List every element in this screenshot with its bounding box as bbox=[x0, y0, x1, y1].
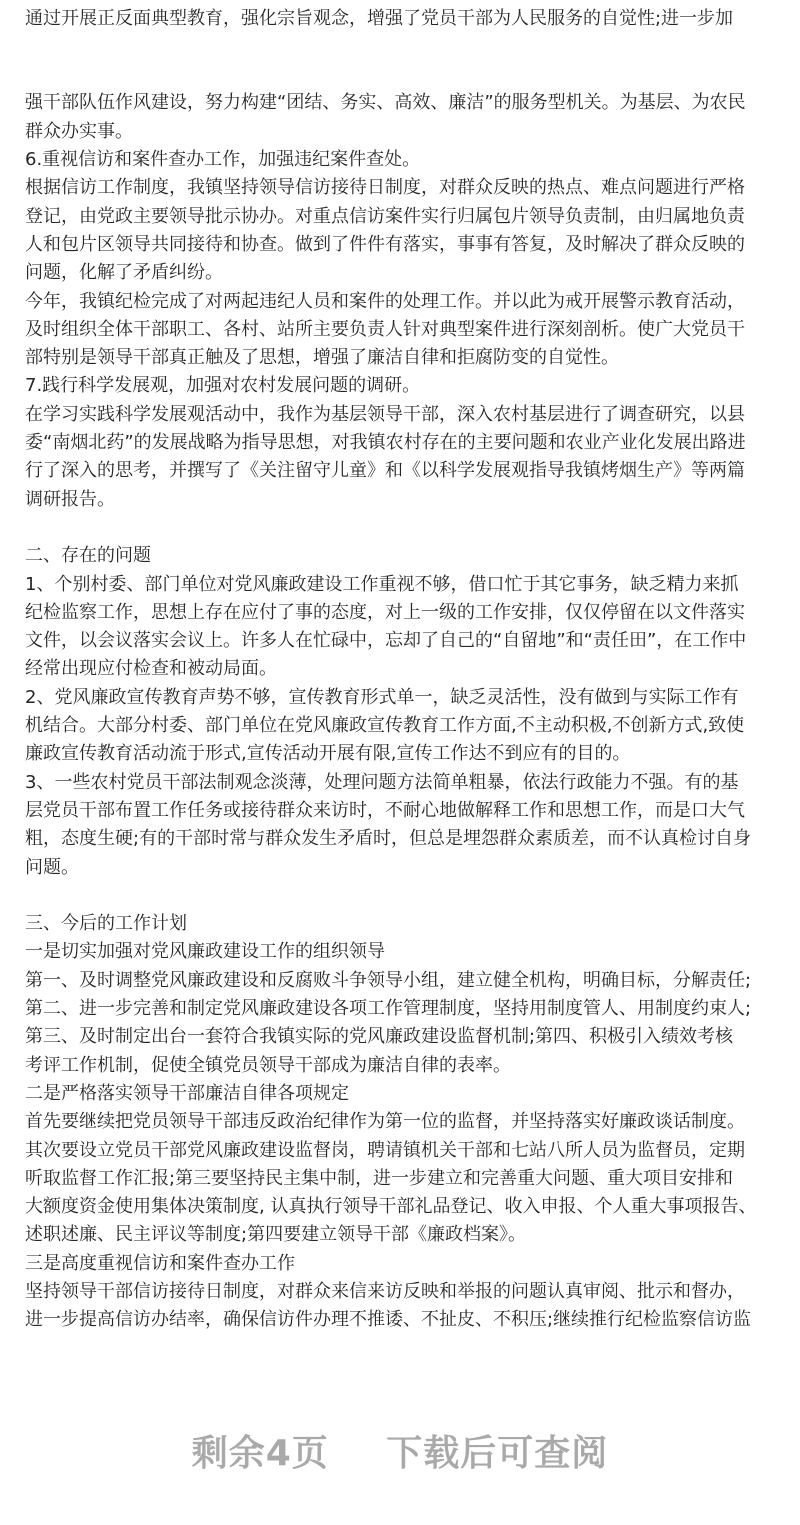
text-line: 文件，以会议落实会议上。许多人在忙碌中，忘却了自己的“自留地”和“责任田”，在工作中 bbox=[25, 630, 747, 652]
remaining-pages-text: 剩余4页 bbox=[191, 1433, 329, 1474]
text-line: 第二、进一步完善和制定党风廉政建设各项工作管理制度，坚持用制度管人、用制度约束人; bbox=[25, 998, 752, 1019]
text-line: 在学习实践科学发展观活动中，我作为基层领导干部，深入农村基层进行了调查研究，以县 bbox=[25, 403, 745, 425]
text-line: 群众办实事。 bbox=[25, 120, 133, 142]
text-line: 3、一些农村党员干部法制观念淡薄，处理问题方法简单粗暴，依法行政能力不强。有的基 bbox=[25, 771, 739, 793]
text-line: 根据信访工作制度，我镇坚持领导信访接待日制度，对群众反映的热点、难点问题进行严格 bbox=[25, 177, 745, 199]
text-line: 纪检监察工作，思想上存在应付了事的态度，对上一级的工作安排，仅仅停留在以文件落实 bbox=[25, 601, 745, 623]
text-line: 部特别是领导干部真正触及了思想，增强了廉洁自律和拒腐防变的自觉性。 bbox=[25, 347, 619, 369]
text-line: 问题，化解了矛盾纠纷。 bbox=[25, 262, 223, 284]
text-line: 二是严格落实领导干部廉洁自律各项规定 bbox=[25, 1082, 349, 1104]
text-line: 6.重视信访和案件查办工作，加强违纪案件查处。 bbox=[25, 149, 421, 170]
text-line: 问题。 bbox=[25, 856, 79, 878]
text-line: 调研报告。 bbox=[25, 488, 115, 510]
text-line: 廉政宣传教育活动流于形式,宣传活动开展有限,宣传工作达不到应有的目的。 bbox=[25, 743, 631, 765]
text-line: 坚持领导干部信访接待日制度，对群众来信来访反映和举报的问题认真审阅、批示和督办， bbox=[25, 1281, 745, 1302]
text-line: 及时组织全体干部职工、各村、站所主要负责人针对典型案件进行深刻剖析。使广大党员干 bbox=[25, 318, 745, 340]
text-line: 第一、及时调整党风廉政建设和反腐败斗争领导小组，建立健全机构，明确目标，分解责任; bbox=[25, 969, 752, 991]
text-line: 行了深入的思考，并撰写了《关注留守儿童》和《以科学发展观指导我镇烤烟生产》等两篇 bbox=[25, 460, 745, 482]
text-line: 听取监督工作汇报;第三要坚持民主集中制，进一步建立和完善重大问题、重大项目安排和 bbox=[25, 1167, 734, 1189]
text-line: 层党员干部布置工作任务或接待群众来访时，不耐心地做解释工作和思想工作，而是口大气 bbox=[25, 799, 745, 821]
text-line: 1、个别村委、部门单位对党风廉政建设工作重视不够，借口忙于其它事务，缺乏精力来抓 bbox=[25, 573, 739, 595]
text-line: 首先要继续把党员领导干部违反政治纪律作为第一位的监督，并坚持落实好廉政谈话制度。 bbox=[25, 1111, 745, 1133]
text-line: 述职述廉、民主评议等制度;第四要建立领导干部《廉政档案》。 bbox=[25, 1224, 527, 1246]
text-line: 一是切实加强对党风廉政建设工作的组织领导 bbox=[25, 941, 385, 963]
text-line: 第三、及时制定出台一套符合我镇实际的党风廉政建设监督机制;第四、积极引入绩效考核 bbox=[25, 1026, 734, 1048]
text-line: 三是高度重视信访和案件查办工作 bbox=[25, 1252, 295, 1274]
text-line: 2、党风廉政宣传教育声势不够，宣传教育形式单一，缺乏灵活性，没有做到与实际工作有 bbox=[25, 686, 739, 708]
text-line: 通过开展正反面典型教育，强化宗旨观念，增强了党员干部为人民服务的自觉性;进一步加 bbox=[25, 7, 734, 29]
text-line: 人和包片区领导共同接待和协查。做到了件件有落实，事事有答复，及时解决了群众反映的 bbox=[25, 233, 745, 255]
text-line: 机结合。大部分村委、部门单位在党风廉政宣传教育工作方面,不主动积极,不创新方式,致使 bbox=[25, 715, 745, 736]
text-line: 其次要设立党员干部党风廉政建设监督岗，聘请镇机关干部和七站八所人员为监督员，定期 bbox=[25, 1139, 745, 1161]
download-to-read-text[interactable]: 下载后可查阅 bbox=[386, 1433, 609, 1474]
text-line: 委“南烟北药”的发展战略为指导思想，对我镇农村存在的主要问题和农业产业化发展出路进 bbox=[25, 432, 746, 453]
text-line: 7.践行科学发展观，加强对农村发展问题的调研。 bbox=[25, 375, 421, 397]
text-line: 考评工作机制，促使全镇党员领导干部成为廉洁自律的表率。 bbox=[25, 1054, 511, 1076]
text-line: 登记，由党政主要领导批示协办。对重点信访案件实行归属包片领导负责制，由归属地负责 bbox=[25, 205, 745, 227]
text-line: 今年，我镇纪检完成了对两起违纪人员和案件的处理工作。并以此为戒开展警示教育活动， bbox=[25, 290, 745, 312]
text-line: 进一步提高信访办结率，确保信访件办理不推诿、不扯皮、不积压;继续推行纪检监察信访监 bbox=[25, 1309, 752, 1331]
text-line: 经常出现应付检查和被动局面。 bbox=[25, 658, 277, 680]
text-line: 大额度资金使用集体决策制度, 认真执行领导干部礼品登记、收入申报、个人重大事项报告、 bbox=[25, 1196, 757, 1218]
text-line: 二、存在的问题 bbox=[25, 545, 151, 567]
download-prompt[interactable] bbox=[0, 1425, 800, 1476]
text-line: 粗，态度生硬;有的干部时常与群众发生矛盾时，但总是埋怨群众素质差，而不认真检讨自身 bbox=[25, 828, 752, 850]
text-line: 三、今后的工作计划 bbox=[25, 913, 187, 935]
text-line: 强干部队伍作风建设，努力构建“团结、务实、高效、廉洁”的服务型机关。为基层、为农民 bbox=[25, 92, 746, 114]
